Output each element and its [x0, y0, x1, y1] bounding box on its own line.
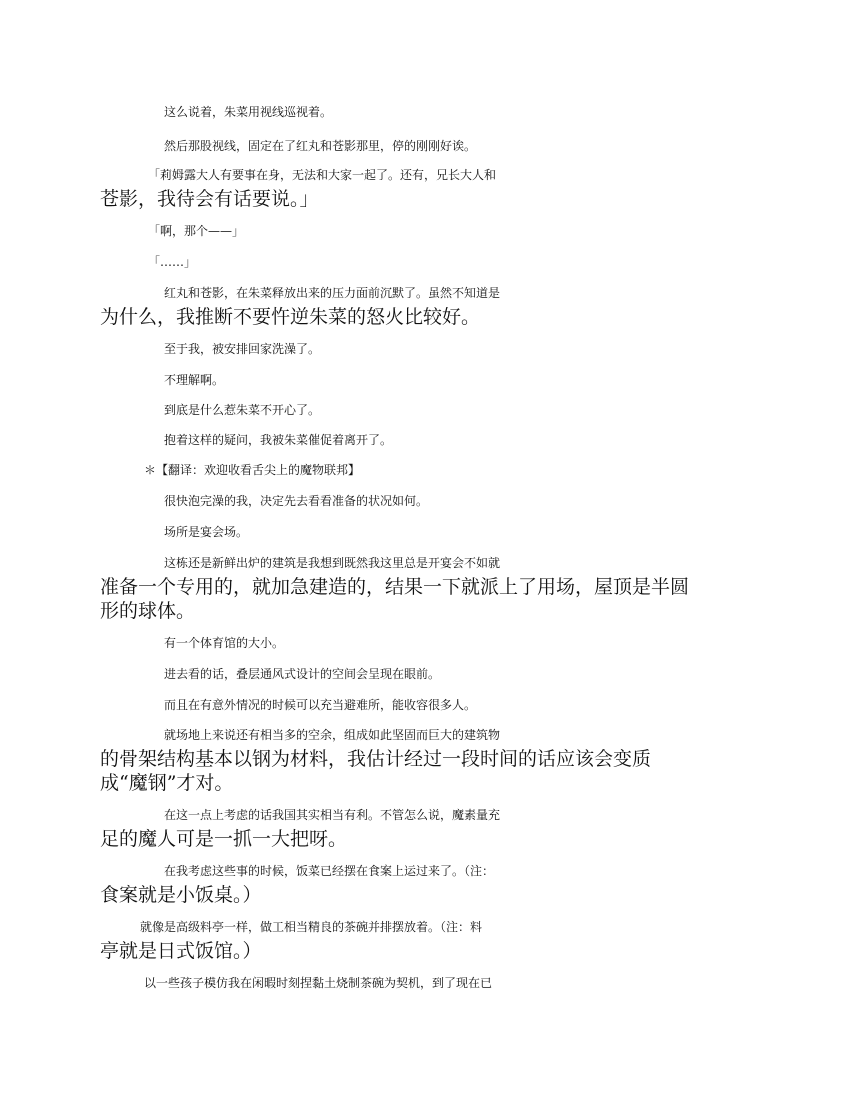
paragraph [100, 250, 796, 274]
text-line: 形的球体。 [100, 600, 196, 622]
text-line: 准备一个专用的，就加急建造的，结果一下就派上了用场，屋顶是半圆 [100, 576, 690, 598]
text-line: 在我考虑这些事的时候，饭菜已经摆在食案上运过来了。（注： [164, 864, 495, 878]
paragraph [100, 631, 812, 655]
text-line: 「啊，那个——」 [148, 224, 245, 238]
paragraph [100, 398, 812, 422]
text-line: 这么说着，朱菜用视线巡视着。 [164, 105, 333, 119]
paragraph-continuation [100, 939, 748, 963]
text-line: 「莉姆露大人有要事在身，无法和大家一起了。还有，兄长大人和 [148, 168, 497, 182]
paragraph-continuation [100, 883, 748, 907]
text-line: 为什么，我推断不要忤逆朱菜的怒火比较好。 [100, 306, 481, 328]
paragraph-continuation [100, 187, 748, 211]
paragraph [100, 971, 792, 995]
text-line: 的骨架结构基本以钢为材料，我估计经过一段时间的话应该会变质 [100, 748, 652, 770]
paragraph [100, 859, 812, 883]
paragraph [100, 662, 812, 686]
text-line: 足的魔人可是一抓一大把呀。 [100, 828, 348, 850]
text-line: 而且在有意外情况的时候可以充当避难所，能收容很多人。 [164, 698, 477, 712]
text-line: 不理解啊。 [164, 373, 225, 387]
text-line: 至于我，被安排回家洗澡了。 [164, 342, 321, 356]
paragraph [100, 723, 812, 747]
translator-note-heading [100, 458, 792, 482]
text-line: 到底是什么惹朱菜不开心了。 [164, 403, 321, 417]
text-line: 苍影，我待会有话要说。」 [100, 188, 319, 210]
paragraph-continuation [100, 575, 748, 599]
paragraph-continuation [100, 599, 748, 623]
paragraph [100, 693, 812, 717]
text-line: 红丸和苍影，在朱菜释放出来的压力面前沉默了。虽然不知道是 [164, 286, 501, 300]
text-line: 这栋还是新鲜出炉的建筑是我想到既然我这里总是开宴会不如就 [164, 556, 501, 570]
text-line: 成“魔钢”才对。 [100, 772, 234, 794]
paragraph [100, 520, 812, 544]
paragraph [100, 551, 812, 575]
paragraph [100, 219, 796, 243]
paragraph [100, 803, 812, 827]
paragraph-continuation [100, 827, 748, 851]
paragraph [100, 428, 812, 452]
paragraph-continuation [100, 305, 748, 329]
text-line: 然后那股视线，固定在了红丸和苍影那里，停的刚刚好诶。 [164, 139, 477, 153]
paragraph [100, 163, 796, 187]
paragraph [100, 134, 812, 158]
text-line: 有一个体育馆的大小。 [164, 636, 285, 650]
text-line: 场所是宴会场。 [164, 525, 249, 539]
text-line: 很快泡完澡的我，决定先去看看准备的状况如何。 [164, 494, 429, 508]
paragraph [100, 915, 788, 939]
paragraph [100, 368, 812, 392]
text-line: ＊【翻译：欢迎收看舌尖上的魔物联邦】 [144, 463, 361, 477]
text-line: 抱着这样的疑问，我被朱菜催促着离开了。 [164, 433, 393, 447]
text-line: 以一些孩子模仿我在闲暇时刻捏黏土烧制茶碗为契机，到了现在已 [144, 976, 493, 990]
text-line: 进去看的话，叠层通风式设计的空间会呈现在眼前。 [164, 667, 441, 681]
text-line: 食案就是小饭桌。） [100, 884, 262, 906]
paragraph [100, 281, 812, 305]
paragraph-continuation [100, 747, 748, 771]
text-line: 亭就是日式饭馆。） [100, 940, 262, 962]
paragraph-continuation [100, 771, 748, 795]
text-line: 「……」 [148, 255, 197, 269]
text-line: 就像是高级料亭一样，做工相当精良的茶碗并排摆放着。（注：料 [140, 920, 483, 934]
paragraph [100, 337, 812, 361]
text-line: 就场地上来说还有相当多的空余，组成如此坚固而巨大的建筑物 [164, 728, 501, 742]
text-line: 在这一点上考虑的话我国其实相当有利。不管怎么说，魔素量充 [164, 808, 501, 822]
paragraph [100, 489, 812, 513]
paragraph [100, 100, 812, 124]
